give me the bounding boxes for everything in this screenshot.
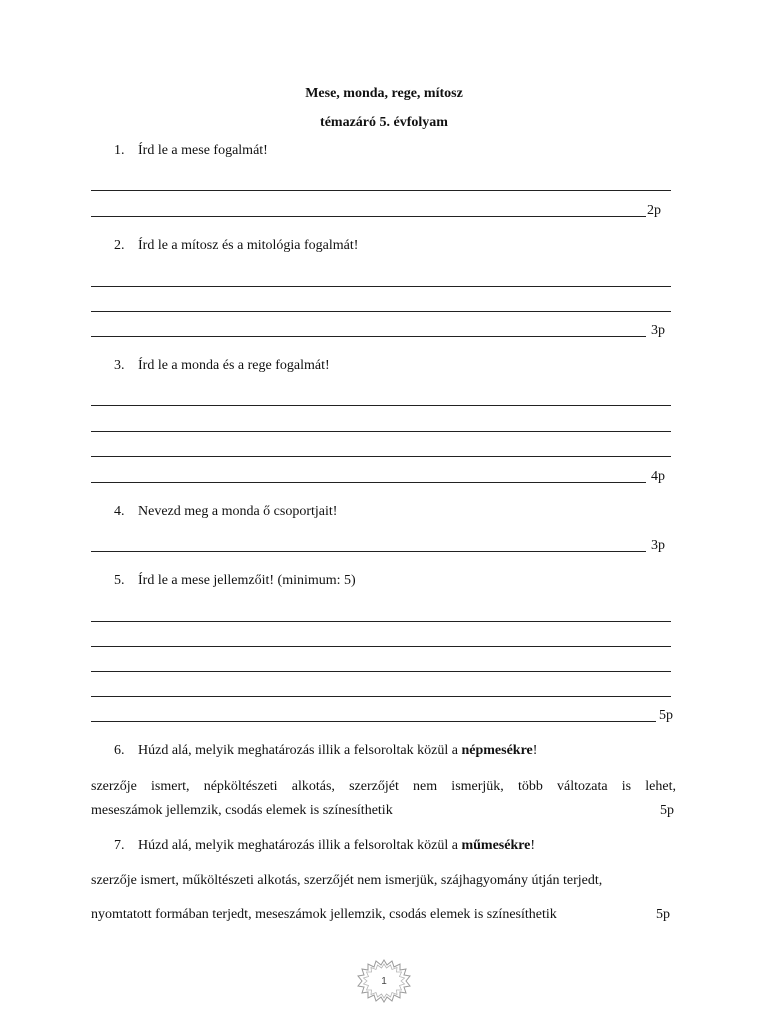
question-points: 3p xyxy=(651,323,665,338)
question-text-suffix: ! xyxy=(532,743,538,758)
question-text-bold: műmesékre xyxy=(461,838,531,853)
question-number: 3. xyxy=(114,358,125,373)
page-title: Mese, monda, rege, mítosz xyxy=(305,86,463,101)
options-line[interactable]: meseszámok jellemzik, csodás elemek is színesíthetik xyxy=(91,803,393,818)
answer-line[interactable] xyxy=(91,551,646,552)
answer-line[interactable] xyxy=(91,190,671,191)
question-number: 7. xyxy=(114,838,125,853)
question-text: Írd le a mítosz és a mitológia fogalmát! xyxy=(138,238,359,253)
answer-line[interactable] xyxy=(91,721,656,722)
page-number-badge xyxy=(354,958,414,1004)
question-text-bold: népmesékre xyxy=(461,743,533,758)
question-points: 5p xyxy=(659,708,673,723)
question-number: 6. xyxy=(114,743,125,758)
question-text: Írd le a mese fogalmát! xyxy=(138,143,268,158)
question-5 xyxy=(114,573,356,589)
answer-line[interactable] xyxy=(91,336,646,337)
question-number: 1. xyxy=(114,143,125,158)
answer-line[interactable] xyxy=(91,646,671,647)
question-7 xyxy=(114,838,535,854)
question-number: 5. xyxy=(114,573,125,588)
question-1 xyxy=(114,143,268,159)
question-text: Nevezd meg a monda ő csoportjait! xyxy=(138,504,338,519)
answer-line[interactable] xyxy=(91,431,671,432)
question-number: 4. xyxy=(114,504,125,519)
question-text: Húzd alá, melyik meghatározás illik a felsoroltak közül a xyxy=(138,838,462,853)
answer-line[interactable] xyxy=(91,482,646,483)
question-6 xyxy=(114,743,537,759)
question-2 xyxy=(114,238,358,254)
answer-line[interactable] xyxy=(91,671,671,672)
answer-line[interactable] xyxy=(91,696,671,697)
answer-line[interactable] xyxy=(91,286,671,287)
question-number: 2. xyxy=(114,238,125,253)
question-text: Írd le a mese jellemzőit! (minimum: 5) xyxy=(138,573,356,588)
question-points: 3p xyxy=(651,538,665,553)
question-4 xyxy=(114,504,337,520)
answer-line[interactable] xyxy=(91,216,646,217)
question-points: 2p xyxy=(647,203,661,218)
question-text: Írd le a monda és a rege fogalmát! xyxy=(138,358,330,373)
question-text: Húzd alá, melyik meghatározás illik a felsoroltak közül a xyxy=(138,743,462,758)
page-subtitle: témazáró 5. évfolyam xyxy=(320,115,448,130)
options-line[interactable]: szerzője ismert, műköltészeti alkotás, szerzőjét nem ismerjük, szájhagyomány útján terjedt, xyxy=(91,873,603,888)
options-line[interactable]: szerzője ismert, népköltészeti alkotás, szerzőjét nem ismerjük, több változata is lehet, xyxy=(91,779,676,794)
options-line[interactable]: nyomtatott formában terjedt, meseszámok jellemzik, csodás elemek is színesíthetik xyxy=(91,907,557,922)
answer-line[interactable] xyxy=(91,405,671,406)
page-number: 1 xyxy=(381,976,387,987)
answer-line[interactable] xyxy=(91,621,671,622)
question-points: 5p xyxy=(660,803,674,818)
question-text-suffix: ! xyxy=(530,838,536,853)
question-points: 5p xyxy=(656,907,670,922)
answer-line[interactable] xyxy=(91,311,671,312)
answer-line[interactable] xyxy=(91,456,671,457)
question-points: 4p xyxy=(651,469,665,484)
question-3 xyxy=(114,358,330,374)
